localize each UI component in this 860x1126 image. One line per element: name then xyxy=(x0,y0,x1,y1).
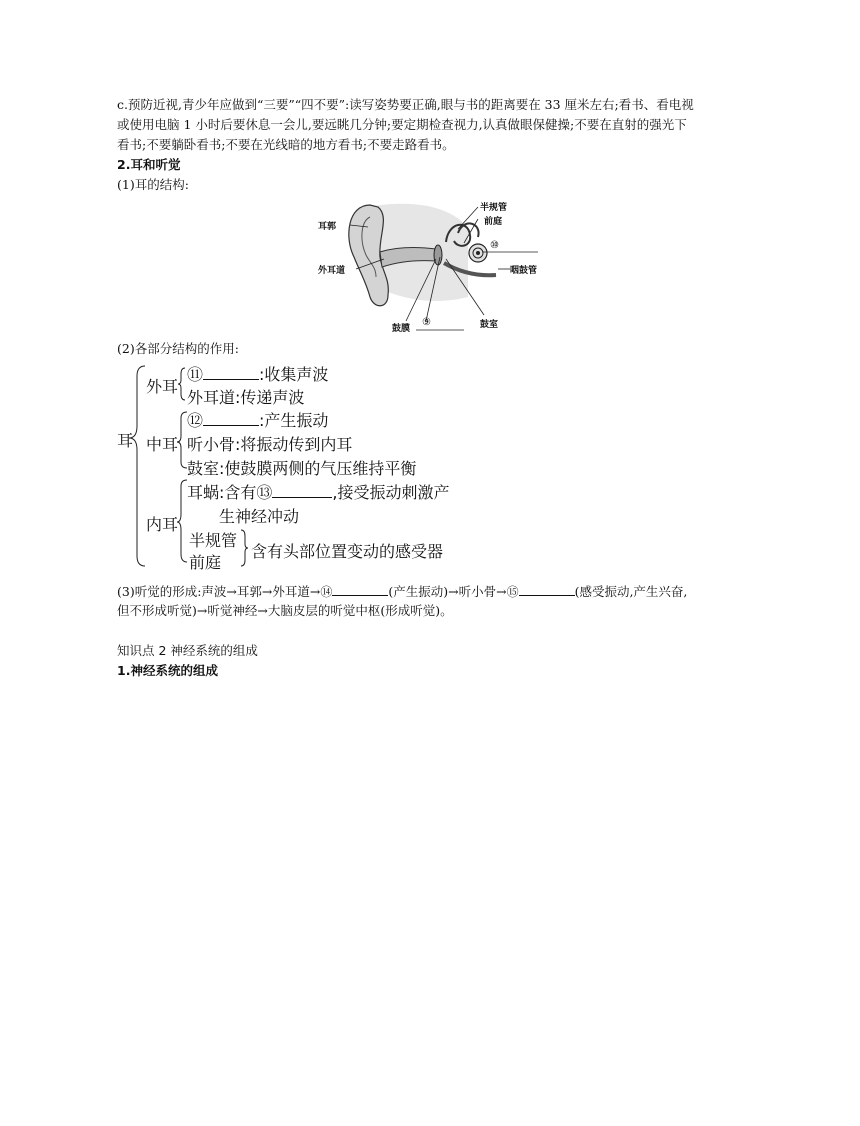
tree-middle-item3: 鼓室:使鼓膜两侧的气压维持平衡 xyxy=(187,459,417,478)
label-pinna: 耳郭 xyxy=(318,222,337,232)
inner-item1-a: 耳蜗:含有 xyxy=(187,483,257,502)
hearing-part3: (感受振动,产生兴奋, xyxy=(574,584,688,599)
hearing-formation-line2: 但不形成听觉)→听觉神经→大脑皮层的听觉中枢(形成听觉)。 xyxy=(117,603,453,618)
blank-12-num: ⑫ xyxy=(187,411,204,430)
tree-outer-item1 xyxy=(187,362,328,385)
label-num10: ⑩ xyxy=(490,240,499,251)
hearing-part2: (产生振动)→听小骨→ xyxy=(388,584,507,599)
tree-outer-ear: 外耳 xyxy=(146,377,179,396)
middle-item1-text: :产生振动 xyxy=(259,411,329,430)
section-title-ear: 2.耳和听觉 xyxy=(117,157,181,172)
blank-11-num: ⑪ xyxy=(187,365,204,384)
label-ear-canal: 外耳道 xyxy=(318,266,346,276)
label-eustachian: 咽鼓管 xyxy=(510,266,538,276)
label-eardrum: 鼓膜 xyxy=(392,324,411,334)
tree-inner-item1 xyxy=(187,480,450,503)
tree-inner-ear: 内耳 xyxy=(146,515,179,534)
blank-13-num: ⑬ xyxy=(256,483,273,502)
tree-middle-ear: 中耳 xyxy=(146,435,179,454)
tree-middle-item2: 听小骨:将振动传到内耳 xyxy=(187,435,353,454)
nervous-system-subtitle: 1.神经系统的组成 xyxy=(117,663,218,678)
paragraph-c-line2: 或使用电脑 1 小时后要休息一会儿,要远眺几分钟;要定期检查视力,认真做眼保健操;不要在直射的强光下 xyxy=(117,117,687,132)
tree-inner-receptor: 含有头部位置变动的感受器 xyxy=(251,542,444,561)
hearing-part1: (3)听觉的形成:声波→耳郭→外耳道→ xyxy=(117,584,321,599)
tree-outer-item2: 外耳道:传递声波 xyxy=(187,388,305,407)
blank-14-num: ⑭ xyxy=(320,585,333,599)
blank-12-line xyxy=(203,410,259,426)
label-semicircular: 半规管 xyxy=(480,203,508,213)
paragraph-c-line1: c.预防近视,青少年应做到“三要”“四不要”:读写姿势要正确,眼与书的距离要在 33 厘米左右;看书、看电视 xyxy=(117,97,694,112)
ear-function-tree xyxy=(117,362,517,574)
blank-13-line xyxy=(272,482,332,498)
outer-item1-text: :收集声波 xyxy=(259,365,329,384)
tree-middle-item1 xyxy=(187,408,328,431)
blank-14-line xyxy=(332,583,388,596)
label-vestibule: 前庭 xyxy=(484,217,503,227)
inner-item1-b: ,接受振动刺激产 xyxy=(332,483,450,502)
blank-11-line xyxy=(203,364,259,380)
knowledge-point-2-title: 知识点 2 神经系统的组成 xyxy=(117,643,258,658)
label-num9: ⑨ xyxy=(422,317,431,328)
subheading-ear-structure: (1)耳的结构: xyxy=(117,177,189,192)
label-tympanic: 鼓室 xyxy=(480,320,499,330)
blank-15-line xyxy=(519,583,575,596)
tree-root-ear: 耳 xyxy=(117,431,134,450)
hearing-formation-line1 xyxy=(117,583,687,600)
tree-inner-vestibule: 前庭 xyxy=(189,553,222,572)
paragraph-c-line3: 看书;不要躺卧看书;不要在光线暗的地方看书;不要走路看书。 xyxy=(117,137,455,152)
ear-structure-figure xyxy=(318,197,548,335)
tree-inner-item1-cont: 生神经冲动 xyxy=(219,507,300,526)
subheading-structure-functions: (2)各部分结构的作用: xyxy=(117,341,239,356)
blank-15-num: ⑮ xyxy=(506,585,519,599)
tree-inner-semicircular: 半规管 xyxy=(189,531,238,550)
